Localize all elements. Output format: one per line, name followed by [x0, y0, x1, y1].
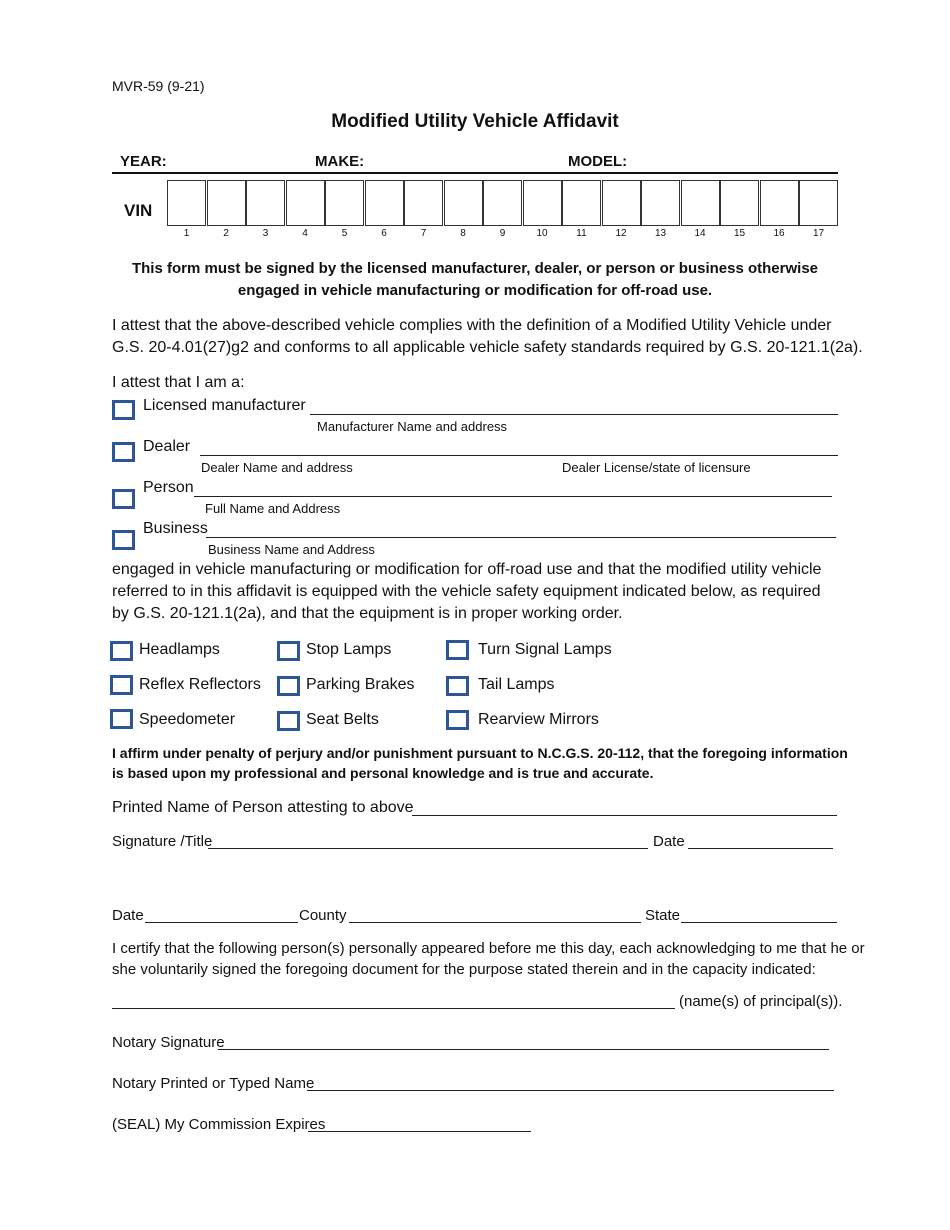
business-input[interactable] — [206, 537, 836, 538]
vin-position-number: 3 — [262, 228, 269, 239]
make-input[interactable] — [365, 155, 560, 173]
business-sub: Business Name and Address — [208, 542, 375, 557]
vin-label: VIN — [124, 201, 153, 220]
seat-belts-checkbox[interactable] — [277, 711, 300, 731]
vin-position-number: 5 — [341, 228, 348, 239]
vin-position-number: 14 — [694, 228, 706, 239]
dealer-checkbox[interactable] — [112, 442, 135, 462]
person-input[interactable] — [194, 496, 832, 497]
commission-input[interactable] — [308, 1131, 531, 1132]
vin-char-input[interactable] — [246, 180, 285, 226]
vin-char-input[interactable] — [365, 180, 404, 226]
person-label: Person — [143, 479, 194, 496]
vin-position-number: 16 — [773, 228, 785, 239]
stop-lamps-checkbox[interactable] — [277, 641, 300, 661]
vin-position-number: 4 — [302, 228, 308, 239]
rearview-mirrors-checkbox[interactable] — [446, 710, 469, 730]
county-input[interactable] — [349, 922, 641, 923]
notice-line-2: engaged in vehicle manufacturing or modification for off-road use. — [237, 282, 713, 299]
form-code: MVR-59 (9-21) — [112, 78, 205, 94]
state-label: State — [645, 907, 681, 924]
year-label: YEAR: — [120, 153, 167, 170]
stop-lamps-label: Stop Lamps — [306, 641, 392, 658]
vin-char-input[interactable] — [207, 180, 246, 226]
vin-position-number: 10 — [536, 228, 548, 239]
vin-position-number: 7 — [420, 228, 427, 239]
vin-position-number: 9 — [499, 228, 506, 239]
vin-char-input[interactable] — [325, 180, 364, 226]
dealer-input[interactable] — [200, 455, 838, 456]
printed-name-label: Printed Name of Person attesting to above — [112, 799, 414, 816]
vin-char-input[interactable] — [641, 180, 680, 226]
parking-brakes-label: Parking Brakes — [306, 676, 415, 693]
parking-brakes-checkbox[interactable] — [277, 676, 300, 696]
vin-position-number: 6 — [381, 228, 387, 239]
printed-name-input[interactable] — [412, 815, 837, 816]
certify-line-1: I certify that the following person(s) personally appeared before me this day, each acknowledging to me that he or — [112, 940, 865, 957]
reflex-reflectors-checkbox[interactable] — [110, 675, 133, 695]
attest-line-2: G.S. 20-4.01(27)g2 and conforms to all applicable vehicle safety standards required by G.S. 20-121.1(2a). — [112, 339, 863, 356]
vin-char-input[interactable] — [404, 180, 443, 226]
principals-input[interactable] — [112, 1008, 675, 1009]
vin-char-input[interactable] — [483, 180, 522, 226]
notice-line-1: This form must be signed by the licensed manufacturer, dealer, or person or business otherwise — [131, 260, 818, 277]
speedometer-label: Speedometer — [139, 711, 236, 728]
model-label: MODEL: — [568, 153, 628, 170]
vin-position-number: 2 — [223, 228, 229, 239]
rearview-mirrors-label: Rearview Mirrors — [478, 711, 599, 728]
vin-position-number: 1 — [183, 228, 190, 239]
signature-label: Signature /Title — [112, 833, 213, 850]
tail-lamps-checkbox[interactable] — [446, 676, 469, 696]
dealer-sub-license: Dealer License/state of licensure — [562, 460, 751, 475]
business-checkbox[interactable] — [112, 530, 135, 550]
headlamps-checkbox[interactable] — [110, 641, 133, 661]
vin-char-input[interactable] — [602, 180, 641, 226]
date-input[interactable] — [688, 848, 833, 849]
state-input[interactable] — [681, 922, 837, 923]
principals-label: (name(s) of principal(s)). — [679, 993, 843, 1010]
engaged-line-3: by G.S. 20-121.1(2a), and that the equipment is in proper working order. — [112, 605, 623, 622]
attest-iam: I attest that I am a: — [112, 374, 245, 391]
vin-position-number: 13 — [654, 228, 667, 239]
dealer-sub-name: Dealer Name and address — [201, 460, 353, 475]
vin-position-number: 11 — [576, 228, 587, 239]
notary-signature-label: Notary Signature — [112, 1034, 225, 1051]
page-title: Modified Utility Vehicle Affidavit — [331, 111, 619, 132]
tail-lamps-label: Tail Lamps — [478, 676, 555, 693]
date-label: Date — [653, 833, 685, 850]
reflex-reflectors-label: Reflex Reflectors — [139, 676, 261, 693]
manufacturer-input[interactable] — [310, 414, 838, 415]
vin-char-input[interactable] — [681, 180, 720, 226]
vin-char-input[interactable] — [167, 180, 206, 226]
vin-char-input[interactable] — [562, 180, 601, 226]
affirm-line-1: I affirm under penalty of perjury and/or punishment pursuant to N.C.G.S. 20-112, that the foregoing information — [112, 745, 848, 761]
headlamps-label: Headlamps — [139, 641, 220, 658]
turn-signal-lamps-label: Turn Signal Lamps — [478, 641, 612, 658]
certify-line-2: she voluntarily signed the foregoing document for the purpose stated therein and in the capacity indicated: — [112, 961, 816, 978]
speedometer-checkbox[interactable] — [110, 709, 133, 729]
commission-label: (SEAL) My Commission Expires — [112, 1116, 326, 1133]
affirm-line-2: is based upon my professional and personal knowledge and is true and accurate. — [112, 765, 654, 781]
notary-printed-name-input[interactable] — [307, 1090, 834, 1091]
seat-belts-label: Seat Belts — [306, 711, 379, 728]
vin-char-input[interactable] — [444, 180, 483, 226]
turn-signal-lamps-checkbox[interactable] — [446, 640, 469, 660]
vin-char-input[interactable] — [286, 180, 325, 226]
make-label: MAKE: — [315, 153, 365, 170]
model-input[interactable] — [628, 155, 836, 173]
notary-printed-name-label: Notary Printed or Typed Name — [112, 1075, 315, 1092]
year-input[interactable] — [165, 155, 305, 173]
vin-position-number: 8 — [460, 228, 466, 239]
vin-char-input[interactable] — [799, 180, 838, 226]
vin-char-input[interactable] — [720, 180, 759, 226]
vin-position-number: 15 — [733, 228, 746, 239]
notary-signature-input[interactable] — [218, 1049, 829, 1050]
person-sub: Full Name and Address — [205, 501, 341, 516]
engaged-line-2: referred to in this affidavit is equipped with the vehicle safety equipment indicated below, as required — [112, 583, 821, 600]
notary-date-label: Date — [112, 907, 144, 924]
attest-line-1: I attest that the above-described vehicle complies with the definition of a Modified Utility Vehicle under — [112, 317, 832, 334]
signature-input[interactable] — [208, 848, 648, 849]
vin-position-number: 12 — [615, 228, 627, 239]
manufacturer-sub: Manufacturer Name and address — [317, 419, 508, 434]
manufacturer-checkbox[interactable] — [112, 400, 135, 420]
manufacturer-label: Licensed manufacturer — [143, 397, 306, 414]
person-checkbox[interactable] — [112, 489, 135, 509]
dealer-label: Dealer — [143, 438, 191, 455]
notary-date-input[interactable] — [145, 922, 298, 923]
county-label: County — [299, 907, 347, 924]
vin-position-number: 17 — [812, 228, 825, 239]
engaged-line-1: engaged in vehicle manufacturing or modification for off-road use and that the modified utility vehicle — [112, 561, 822, 578]
vin-char-input[interactable] — [760, 180, 799, 226]
business-label: Business — [143, 520, 208, 537]
vin-char-input[interactable] — [523, 180, 562, 226]
